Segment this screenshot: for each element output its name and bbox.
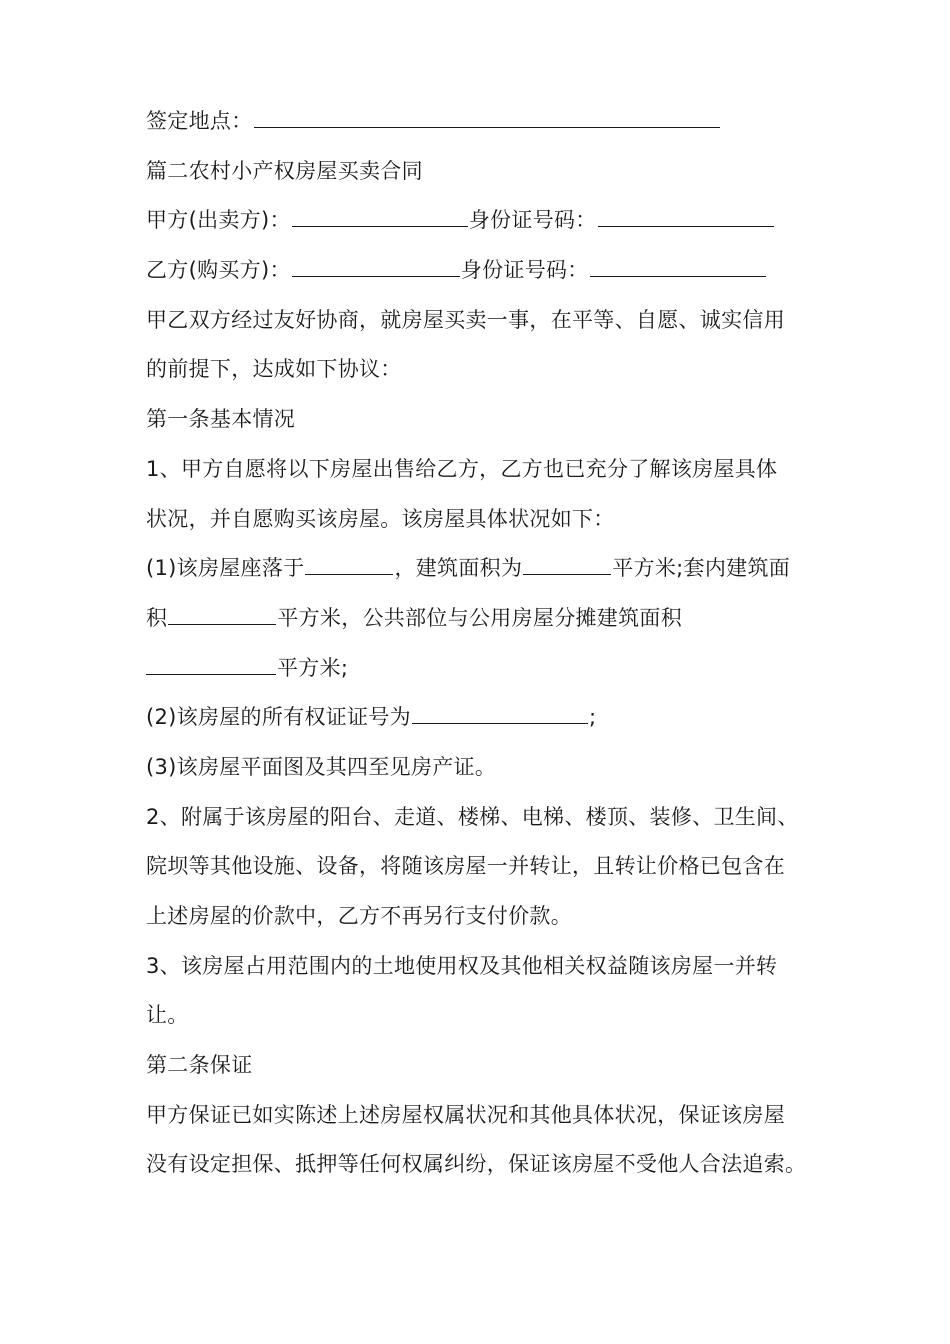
sub-item-1-text-area: ，建筑面积为 bbox=[394, 556, 523, 581]
article-2-title: 第二条保证 bbox=[146, 1053, 253, 1078]
item-1-line-2: 状况，并自愿购买该房屋。该房屋具体状况如下： bbox=[146, 506, 615, 531]
item-2-line-3: 上述房屋的价款中，乙方不再另行支付价款。 bbox=[146, 904, 572, 928]
sub-item-1-text-inner-area: 平方米;套内建筑面 bbox=[612, 556, 791, 581]
item-3-line-2: 让。 bbox=[146, 1003, 189, 1028]
sub-item-1-line-2 bbox=[146, 594, 826, 644]
item-2-line-2: 院坝等其他设施、设备，将随该房屋一并转让，且转让价格已包含在 bbox=[146, 854, 785, 879]
certificate-number-blank bbox=[412, 701, 588, 724]
party-b-id-blank bbox=[590, 254, 766, 277]
signing-place-label: 签定地点： bbox=[146, 109, 253, 133]
party-a-line bbox=[146, 196, 826, 246]
sub-item-2-line bbox=[146, 693, 826, 743]
guarantee-line-2: 没有设定担保、抵押等任何权属纠纷，保证该房屋不受他人合法追索。 bbox=[146, 1152, 807, 1177]
party-b-label: 乙方(购买方)： bbox=[146, 258, 291, 283]
sub-item-3-line: (3)该房屋平面图及其四至见房产证。 bbox=[146, 754, 497, 779]
signing-place-line bbox=[146, 97, 826, 147]
sub-item-2-end: ; bbox=[588, 705, 597, 730]
sub-item-1-line-1 bbox=[146, 544, 826, 594]
party-b-id-label: 身份证号码： bbox=[460, 258, 589, 283]
party-a-label: 甲方(出卖方)： bbox=[146, 208, 291, 233]
guarantee-line-1: 甲方保证已如实陈述上述房屋权属状况和其他具体状况，保证该房屋 bbox=[146, 1102, 785, 1127]
item-1-line-1: 1、甲方自愿将以下房屋出售给乙方，乙方也已充分了解该房屋具体 bbox=[146, 456, 778, 481]
sub-item-1-text-location: (1)该房屋座落于 bbox=[146, 556, 305, 581]
shared-area-blank bbox=[146, 652, 276, 675]
sub-item-1-text-sqm: 平方米; bbox=[277, 655, 349, 680]
party-a-id-blank bbox=[598, 204, 774, 227]
sub-item-2-text: (2)该房屋的所有权证证号为 bbox=[146, 705, 411, 730]
signing-place-blank bbox=[254, 105, 720, 128]
party-b-name-blank bbox=[292, 254, 460, 277]
contract-body bbox=[146, 97, 826, 1190]
contract-title: 篇二农村小产权房屋买卖合同 bbox=[146, 158, 423, 183]
party-b-line bbox=[146, 246, 826, 296]
sub-item-1-text-ji: 积 bbox=[146, 605, 168, 630]
sub-item-1-text-shared-area: 平方米，公共部位与公用房屋分摊建筑面积 bbox=[277, 605, 683, 630]
item-2-line-1: 2、附属于该房屋的阳台、走道、楼梯、电梯、楼顶、装修、卫生间、 bbox=[146, 804, 799, 829]
building-area-blank bbox=[523, 552, 611, 575]
intro-line-1: 甲乙双方经过友好协商，就房屋买卖一事，在平等、自愿、诚实信用 bbox=[146, 307, 785, 332]
sub-item-1-line-3 bbox=[146, 644, 826, 694]
article-1-title: 第一条基本情况 bbox=[146, 407, 296, 432]
intro-line-2: 的前提下，达成如下协议： bbox=[146, 357, 402, 382]
location-blank bbox=[305, 552, 393, 575]
party-a-id-label: 身份证号码： bbox=[468, 208, 597, 233]
item-3-line-1: 3、该房屋占用范围内的土地使用权及其他相关权益随该房屋一并转 bbox=[146, 953, 778, 978]
inner-area-blank bbox=[168, 602, 276, 625]
party-a-name-blank bbox=[292, 204, 468, 227]
